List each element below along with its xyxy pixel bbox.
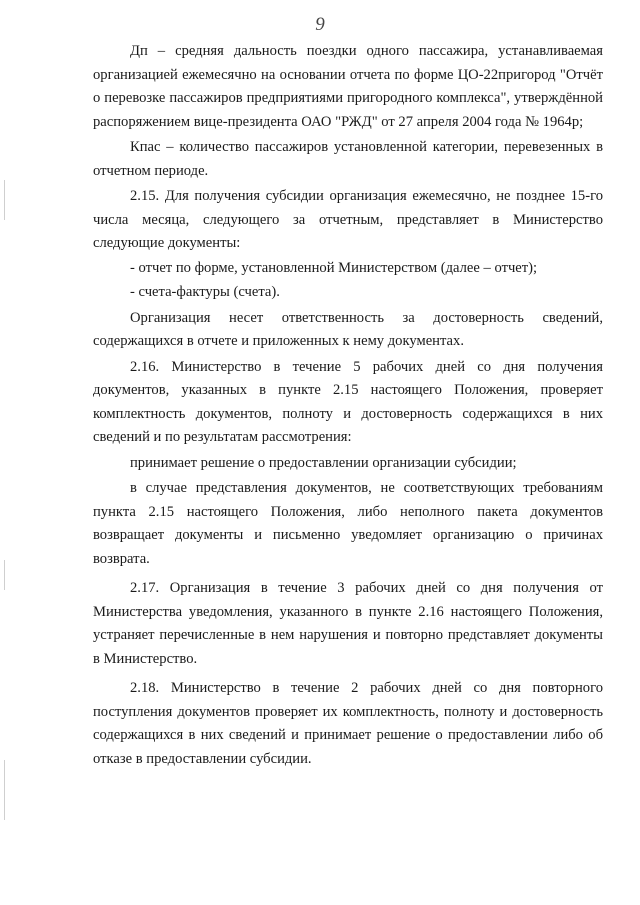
paragraph-return: в случае представления документов, не соответствующих требованиям пункта 2.15 настоящего Положения, либо неполного пакета документов возвращает документы и письменно уведомляет организацию о причинах возврата.	[93, 480, 603, 567]
paragraph-responsibility: Организация несет ответственность за достоверность сведений, содержащихся в отчете и приложенных к нему документах.	[93, 309, 603, 349]
scan-artifact	[4, 560, 5, 590]
paragraph-kpas-definition: Кпас – количество пассажиров установленной категории, перевезенных в отчетном периоде.	[93, 139, 603, 179]
list-item-report: - отчет по форме, установленной Министерством (далее – отчет);	[130, 259, 538, 276]
scan-artifact	[4, 760, 5, 820]
page-number: 9	[315, 14, 325, 35]
paragraph-2-15: 2.15. Для получения субсидии организация ежемесячно, не позднее 15-го числа месяца, следующего за отчетным, представляет в Министерство следующие документы:	[93, 188, 603, 251]
scan-artifact	[4, 180, 5, 220]
paragraph-decision: принимает решение о предоставлении организации субсидии;	[130, 454, 517, 471]
document-body	[93, 40, 603, 772]
list-item-invoices: - счета-фактуры (счета).	[130, 284, 280, 300]
paragraph-dp-definition: Дп – средняя дальность поездки одного пассажира, устанавливаемая организацией ежемесячно на основании отчета по форме ЦО-22пригород "Отчёт о перевозке пассажиров предприятиями пригородного комплекса", утверждённой распоряжением вице-президента ОАО "РЖД" от 27 апреля 2004 года № 1964р;	[93, 43, 603, 130]
paragraph-2-17: 2.17. Организация в течение 3 рабочих дней со дня получения от Министерства уведомления, указанного в пункте 2.16 настоящего Положения, устраняет перечисленные в нем нарушения и повторно представляет документы в Министерство.	[93, 580, 603, 667]
paragraph-2-18: 2.18. Министерство в течение 2 рабочих дней со дня повторного поступления документов проверяет их комплектность, полноту и достоверность содержащихся в них сведений и принимает решение о предоставлении либо об отказе в предоставлении субсидии.	[93, 680, 603, 767]
paragraph-2-16: 2.16. Министерство в течение 5 рабочих дней со дня получения документов, указанных в пункте 2.15 настоящего Положения, проверяет комплектность документов, полноту и достоверность содержащихся в них сведений и по результатам рассмотрения:	[93, 358, 603, 445]
